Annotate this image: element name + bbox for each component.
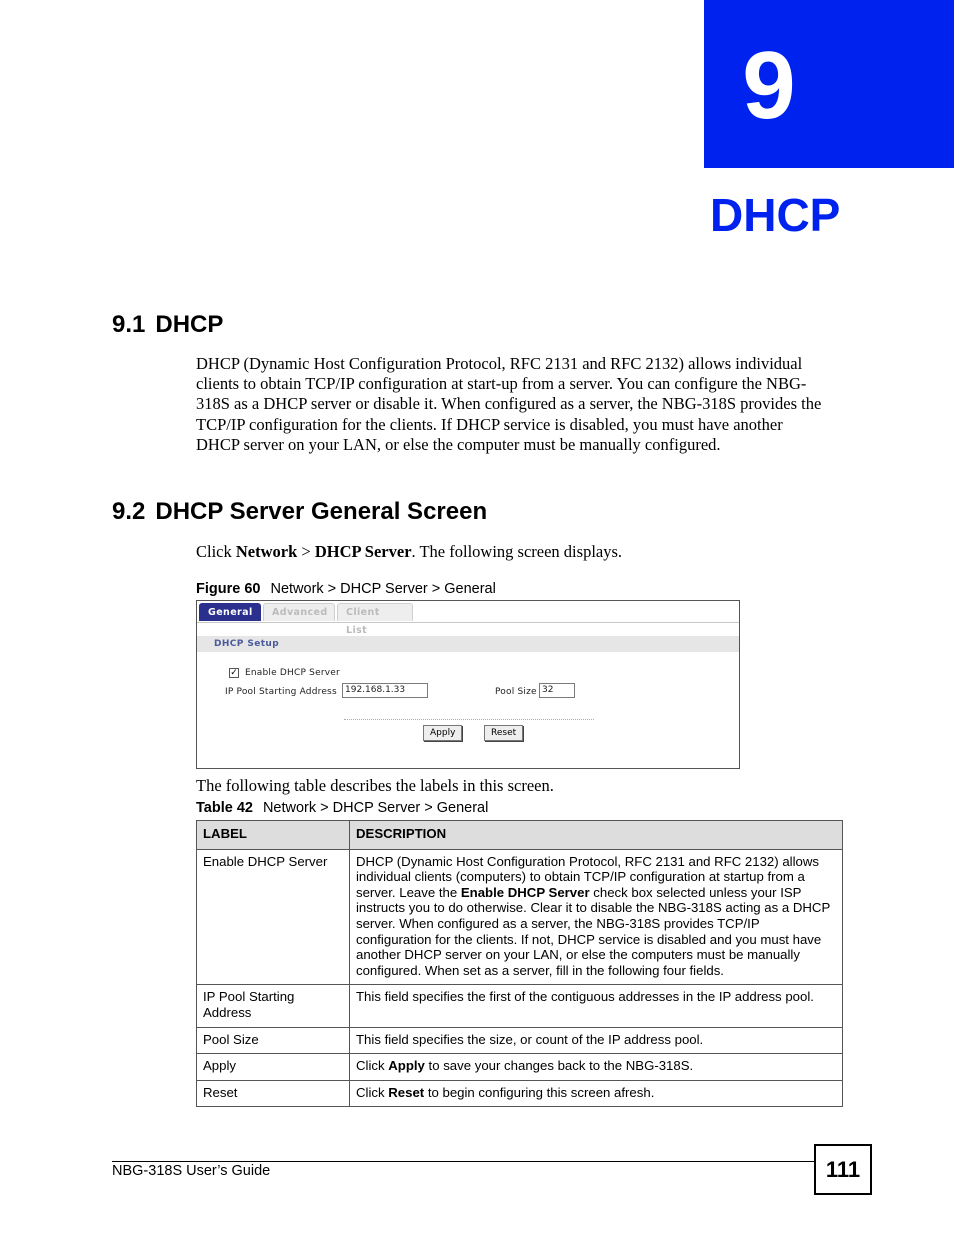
row-description: Click Reset to begin configuring this screen afresh. bbox=[350, 1080, 843, 1107]
intro-text: Click bbox=[196, 542, 232, 561]
table-row bbox=[197, 849, 843, 985]
dhcp-setup-bar bbox=[197, 636, 739, 652]
paragraph-line: 318S as a DHCP server or disable it. When configured as a server, the NBG-318S provides the bbox=[196, 394, 822, 414]
ip-pool-input[interactable]: 192.168.1.33 bbox=[342, 683, 428, 698]
figure-caption-text: Network > DHCP Server > General bbox=[270, 581, 496, 597]
divider bbox=[344, 719, 594, 720]
intro-network: Network bbox=[235, 542, 298, 561]
tab-bar bbox=[197, 601, 739, 636]
paragraph-line: clients to obtain TCP/IP configuration at start-up from a server. You can configure the NBG- bbox=[196, 374, 807, 394]
section-number: 9.1 bbox=[112, 311, 146, 338]
apply-button[interactable]: Apply bbox=[423, 725, 462, 741]
table-label: Table 42 bbox=[196, 800, 253, 816]
table-row bbox=[197, 1054, 843, 1081]
intro-dhcp-server: DHCP Server bbox=[314, 542, 412, 561]
row-label: Enable DHCP Server bbox=[197, 849, 350, 985]
table-caption bbox=[196, 801, 488, 816]
tab-general[interactable]: General bbox=[199, 603, 261, 621]
pool-size-label: Pool Size bbox=[495, 687, 537, 697]
row-description: DHCP (Dynamic Host Configuration Protocol, RFC 2131 and RFC 2132) allows individual clients (computers) to obtain TCP/IP configuration at startup from a server. Leave the Enable DHCP Server check box selected unless your ISP instructs you to do otherwise. Clear it to disable the NBG-318S acting as a DHCP server. When configured as a server, the NBG-318S provides TCP/IP configuration for the clients. If not, DHCP service is disabled and you must have another DHCP server on your LAN, or else the computers must be manually configured. When set as a server, fill in the following four fields. bbox=[350, 849, 843, 985]
tab-advanced[interactable]: Advanced bbox=[263, 603, 335, 621]
section-title: DHCP Server General Screen bbox=[155, 498, 488, 525]
enable-dhcp-label: Enable DHCP Server bbox=[245, 668, 340, 678]
tab-client-list[interactable]: Client List bbox=[337, 603, 413, 621]
section-title: DHCP bbox=[155, 311, 224, 338]
intro-separator: > bbox=[301, 542, 311, 561]
table-row bbox=[197, 1027, 843, 1054]
section-9-1-paragraph bbox=[196, 354, 846, 455]
table-caption-text: Network > DHCP Server > General bbox=[262, 800, 489, 816]
figure-label: Figure 60 bbox=[196, 581, 261, 597]
dhcp-setup-label: DHCP Setup bbox=[214, 639, 280, 649]
section-heading-9-2 bbox=[112, 500, 487, 524]
chapter-number: 9 bbox=[742, 32, 796, 139]
row-description: This field specifies the size, or count of the IP address pool. bbox=[350, 1027, 843, 1054]
table-row bbox=[197, 985, 843, 1027]
description-table bbox=[196, 820, 843, 1107]
section-number: 9.2 bbox=[112, 498, 146, 525]
table-intro: The following table describes the labels in this screen. bbox=[196, 776, 554, 795]
table-header-row bbox=[197, 821, 843, 850]
footer-rule bbox=[112, 1161, 814, 1162]
row-description: This field specifies the first of the contiguous addresses in the IP address pool. bbox=[350, 985, 843, 1027]
row-label: Reset bbox=[197, 1080, 350, 1107]
section-9-2-intro bbox=[196, 542, 846, 562]
footer-guide-title: NBG-318S User’s Guide bbox=[112, 1163, 271, 1179]
row-label: IP Pool Starting Address bbox=[197, 985, 350, 1027]
header-label: LABEL bbox=[197, 821, 350, 850]
table-row bbox=[197, 1080, 843, 1107]
row-label: Apply bbox=[197, 1054, 350, 1081]
pool-size-input[interactable]: 32 bbox=[539, 683, 575, 698]
row-label: Pool Size bbox=[197, 1027, 350, 1054]
row-description: Click Apply to save your changes back to the NBG-318S. bbox=[350, 1054, 843, 1081]
page-number: 111 bbox=[814, 1144, 872, 1195]
reset-button[interactable]: Reset bbox=[484, 725, 523, 741]
paragraph-line: TCP/IP configuration for the clients. If DHCP service is disabled, you must have another bbox=[196, 414, 783, 434]
paragraph-line: DHCP (Dynamic Host Configuration Protocol, RFC 2131 and RFC 2132) allows individual bbox=[196, 354, 803, 373]
paragraph-line: DHCP server on your LAN, or else the computer must be manually configured. bbox=[196, 434, 721, 454]
intro-rest: . The following screen displays. bbox=[411, 542, 623, 561]
header-description: DESCRIPTION bbox=[350, 821, 843, 850]
ip-pool-label: IP Pool Starting Address bbox=[225, 687, 337, 697]
dhcp-server-screenshot bbox=[196, 600, 740, 769]
chapter-title: DHCP bbox=[710, 189, 841, 241]
figure-caption bbox=[196, 582, 496, 597]
section-heading-9-1 bbox=[112, 313, 223, 337]
enable-dhcp-checkbox[interactable]: ✓ bbox=[230, 668, 238, 678]
